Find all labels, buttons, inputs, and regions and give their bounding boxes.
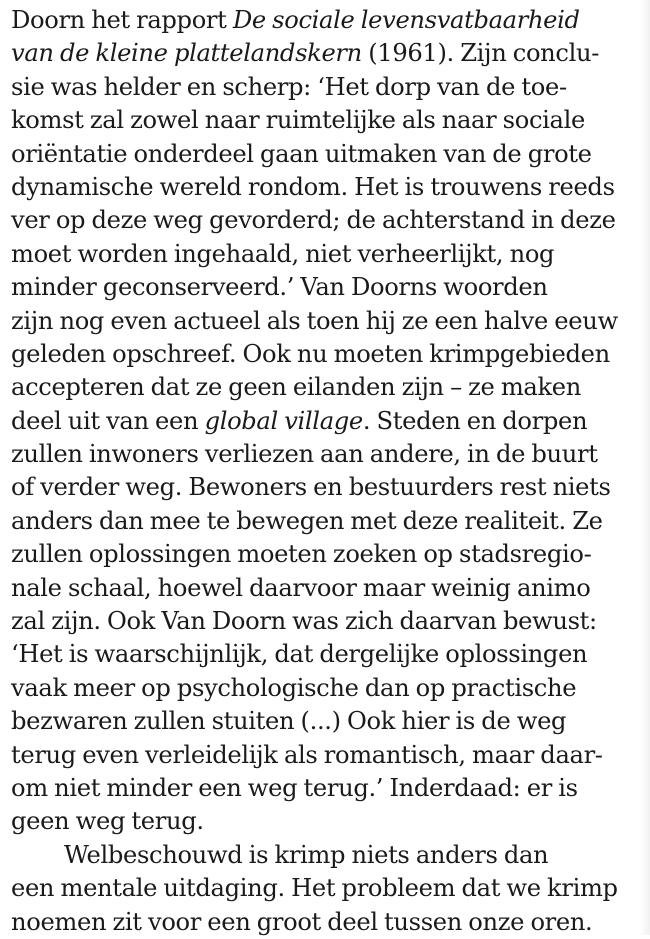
text-line: noemen zit voor een groot deel tussen onze oren. xyxy=(11,907,593,936)
text-line: vaak meer op psychologische dan op practische xyxy=(11,673,577,702)
paragraph-first-line: Welbeschouwd is krimp niets anders dan xyxy=(64,840,549,869)
text-line: geen weg terug. xyxy=(11,807,204,836)
text-line: zijn nog even actueel als toen hij ze een halve eeuw xyxy=(11,306,618,335)
line-text: deel uit van een xyxy=(11,406,205,435)
line-text: Doorn het rapport xyxy=(11,6,233,34)
text-line: sie was helder en scherp: ‘Het dorp van de toe- xyxy=(11,72,567,101)
text-line: om niet minder een weg terug.’ Inderdaad: er is xyxy=(11,773,578,802)
text-line: minder geconserveerd.’ Van Doorns woorden xyxy=(11,273,548,302)
text-line: of verder weg. Bewoners en bestuurders rest niets xyxy=(11,473,611,502)
document-page xyxy=(11,4,639,939)
line-text: . Steden en dorpen xyxy=(362,406,588,435)
italic-title: De sociale levensvatbaarheid xyxy=(232,6,580,34)
text-line: terug even verleidelijk als romantisch, maar daar- xyxy=(11,740,603,769)
line-text: (1961). Zijn conclu- xyxy=(361,39,600,68)
text-line: zullen oplossingen moeten zoeken op stadsregio- xyxy=(11,540,592,569)
text-line: geleden opschreef. Ook nu moeten krimpgebieden xyxy=(11,339,610,368)
text-line: accepteren dat ze geen eilanden zijn – ze maken xyxy=(11,373,581,402)
text-line: ‘Het is waarschijnlijk, dat dergelijke oplossingen xyxy=(11,640,588,669)
text-line: komst zal zowel naar ruimtelijke als naar sociale xyxy=(11,106,585,135)
text-line: zal zijn. Ook Van Doorn was zich daarvan bewust: xyxy=(11,607,597,636)
text-line: ver op deze weg gevorderd; de achterstand in deze xyxy=(11,206,616,235)
text-line: nale schaal, hoewel daarvoor maar weinig animo xyxy=(11,573,591,602)
text-line: oriëntatie onderdeel gaan uitmaken van de grote xyxy=(11,139,592,168)
text-line xyxy=(11,405,639,438)
text-line: een mentale uitdaging. Het probleem dat we krimp xyxy=(11,874,618,903)
italic-title: van de kleine plattelandskern xyxy=(11,39,362,68)
text-line xyxy=(11,4,639,37)
text-line: moet worden ingehaald, niet verheerlijkt, nog xyxy=(11,239,555,268)
text-line xyxy=(11,37,639,70)
text-line: anders dan mee te bewegen met deze realiteit. Ze xyxy=(11,506,603,535)
italic-term: global village xyxy=(204,406,363,435)
text-line: zullen inwoners verliezen aan andere, in de buurt xyxy=(11,440,598,469)
text-line: bezwaren zullen stuiten (...) Ook hier is de weg xyxy=(11,707,567,736)
text-line: dynamische wereld rondom. Het is trouwens reeds xyxy=(11,172,615,201)
page-edge-shadow xyxy=(640,0,650,935)
